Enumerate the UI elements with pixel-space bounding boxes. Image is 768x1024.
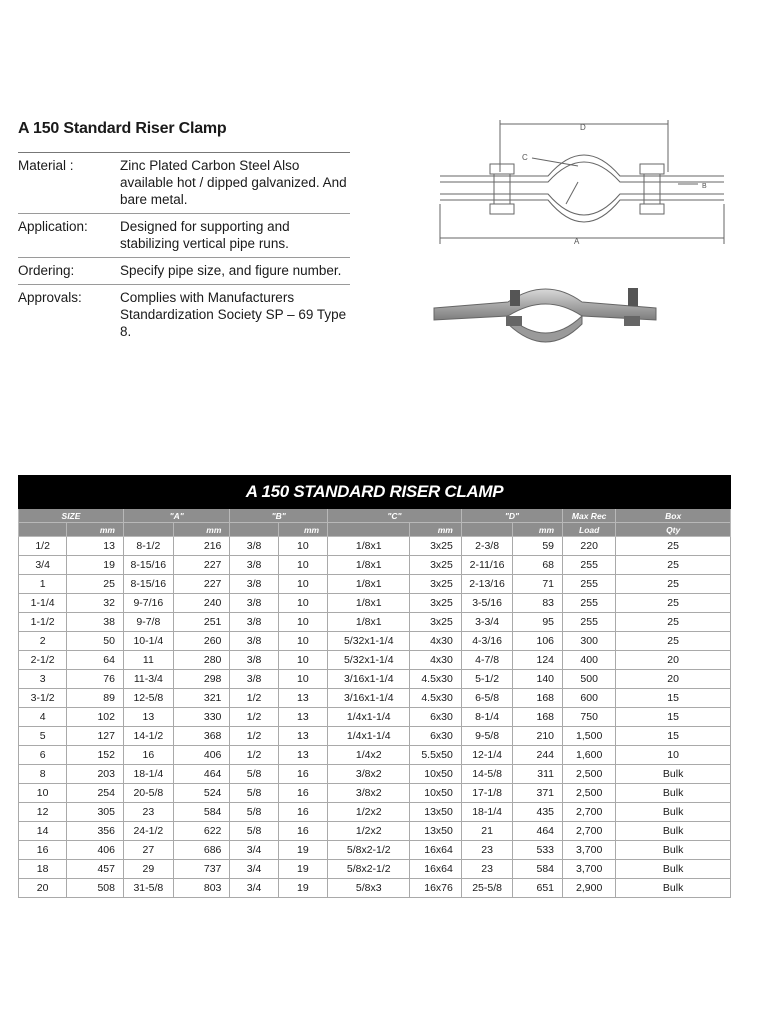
table-cell: 102 (67, 708, 124, 727)
table-cell: 216 (173, 537, 230, 556)
table-cell: 2-1/2 (19, 651, 67, 670)
spec-row-application (18, 214, 350, 258)
spec-row-approvals (18, 285, 350, 345)
table-cell: 3x25 (410, 594, 461, 613)
table-cell: 3 (19, 670, 67, 689)
table-cell: 305 (67, 803, 124, 822)
table-cell: 16 (123, 746, 173, 765)
table-cell: 1/2 (230, 727, 278, 746)
column-subheader (461, 523, 513, 537)
table-cell: 803 (173, 879, 230, 898)
table-cell: 127 (67, 727, 124, 746)
table-cell: 8 (19, 765, 67, 784)
table-cell: 8-15/16 (123, 556, 173, 575)
table-cell: 10 (19, 784, 67, 803)
table-cell: 16x64 (410, 860, 461, 879)
table-cell: 622 (173, 822, 230, 841)
spec-value: Designed for supporting and stabilizing vertical pipe runs. (120, 219, 290, 251)
column-subheader: mm (67, 523, 124, 537)
table-cell: 210 (513, 727, 563, 746)
table-cell: 524 (173, 784, 230, 803)
table-cell: 406 (173, 746, 230, 765)
table-cell: Bulk (616, 765, 731, 784)
table-cell: 5/8x3 (328, 879, 410, 898)
table-cell: 140 (513, 670, 563, 689)
table-cell: 2-13/16 (461, 575, 513, 594)
table-cell: 3/8 (230, 556, 278, 575)
table-cell: 25 (67, 575, 124, 594)
table-cell: 371 (513, 784, 563, 803)
table-cell: 20 (616, 651, 731, 670)
table-cell: 20-5/8 (123, 784, 173, 803)
table-cell: 750 (563, 708, 616, 727)
spec-row-ordering (18, 258, 350, 285)
table-cell: 10 (278, 575, 327, 594)
table-cell: 255 (563, 594, 616, 613)
table-cell: 17-1/8 (461, 784, 513, 803)
column-subheader: mm (173, 523, 230, 537)
table-cell: 356 (67, 822, 124, 841)
table-cell: 25 (616, 537, 731, 556)
table-cell: 10 (616, 746, 731, 765)
table-cell: 5/8 (230, 765, 278, 784)
column-header: "A" (123, 509, 229, 523)
table-cell: 500 (563, 670, 616, 689)
table-cell: 3/8x2 (328, 765, 410, 784)
table-cell: Bulk (616, 879, 731, 898)
table-cell: 19 (67, 556, 124, 575)
table-cell: 4-7/8 (461, 651, 513, 670)
table-cell: 3,700 (563, 860, 616, 879)
table-cell: 251 (173, 613, 230, 632)
table-cell: 5/8x2-1/2 (328, 841, 410, 860)
table-cell: 4 (19, 708, 67, 727)
table-cell: 1/2x2 (328, 822, 410, 841)
table-cell: 1/2 (19, 537, 67, 556)
table-cell: 23 (461, 841, 513, 860)
riser-clamp-dimension-diagram (428, 112, 738, 252)
table-cell: 10 (278, 670, 327, 689)
dimension-label-a: A (574, 237, 580, 246)
riser-clamp-photo (430, 280, 660, 350)
table-cell: 1/4x1-1/4 (328, 727, 410, 746)
table-cell: 5/8 (230, 803, 278, 822)
table-cell: 260 (173, 632, 230, 651)
table-cell: 3/8 (230, 670, 278, 689)
table-cell: 25 (616, 556, 731, 575)
table-cell: 2 (19, 632, 67, 651)
table-cell: 3/16x1-1/4 (328, 689, 410, 708)
table-cell: 10 (278, 632, 327, 651)
table-body (19, 537, 731, 898)
table-cell: 10 (278, 613, 327, 632)
table-cell: 8-1/2 (123, 537, 173, 556)
table-cell: Bulk (616, 822, 731, 841)
table-cell: 3/4 (230, 860, 278, 879)
table-cell: 464 (173, 765, 230, 784)
table-cell: 16x76 (410, 879, 461, 898)
table-cell: 5/8 (230, 822, 278, 841)
column-subheader: Load (563, 523, 616, 537)
table-row (19, 537, 731, 556)
table-cell: 6 (19, 746, 67, 765)
table-row (19, 803, 731, 822)
table-cell: 12-1/4 (461, 746, 513, 765)
column-subheader: mm (513, 523, 563, 537)
table-cell: 737 (173, 860, 230, 879)
table-cell: 23 (461, 860, 513, 879)
table-row (19, 784, 731, 803)
table-row (19, 860, 731, 879)
table-cell: 298 (173, 670, 230, 689)
spec-value: Specify pipe size, and figure number. (120, 263, 342, 278)
table-cell: 3/4 (230, 841, 278, 860)
table-cell: 25 (616, 613, 731, 632)
table-cell: 600 (563, 689, 616, 708)
table-cell: 300 (563, 632, 616, 651)
table-cell: 1/2 (230, 689, 278, 708)
table-cell: 1,600 (563, 746, 616, 765)
table-cell: 5/32x1-1/4 (328, 651, 410, 670)
table-cell: 168 (513, 708, 563, 727)
table-cell: Bulk (616, 841, 731, 860)
table-cell: 38 (67, 613, 124, 632)
table-cell: 124 (513, 651, 563, 670)
table-cell: 16 (278, 765, 327, 784)
table-cell: 29 (123, 860, 173, 879)
column-header: Max Rec (563, 509, 616, 523)
table-cell: 2,500 (563, 784, 616, 803)
table-row (19, 708, 731, 727)
table-cell: 1/8x1 (328, 613, 410, 632)
table-cell: 435 (513, 803, 563, 822)
table-cell: 15 (616, 689, 731, 708)
column-header: "C" (328, 509, 462, 523)
table-cell: 2,700 (563, 822, 616, 841)
table-cell: 3-3/4 (461, 613, 513, 632)
table-cell: 508 (67, 879, 124, 898)
table-cell: 3x25 (410, 537, 461, 556)
table-cell: 19 (278, 879, 327, 898)
table-row (19, 594, 731, 613)
table-cell: 5/8 (230, 784, 278, 803)
table-row (19, 841, 731, 860)
table-cell: 13 (278, 746, 327, 765)
table-cell: 13x50 (410, 803, 461, 822)
table-cell: 4.5x30 (410, 670, 461, 689)
table-row (19, 556, 731, 575)
table-cell: 3/8 (230, 613, 278, 632)
table-cell: 227 (173, 575, 230, 594)
table-cell: 13 (123, 708, 173, 727)
table-cell: Bulk (616, 803, 731, 822)
table-cell: 15 (616, 708, 731, 727)
table-cell: 16 (19, 841, 67, 860)
table-cell: 203 (67, 765, 124, 784)
table-cell: 1/2 (230, 746, 278, 765)
table-cell: 16x64 (410, 841, 461, 860)
table-cell: 464 (513, 822, 563, 841)
table-row (19, 879, 731, 898)
table-cell: 24-1/2 (123, 822, 173, 841)
table-cell: 71 (513, 575, 563, 594)
table-cell: 14-5/8 (461, 765, 513, 784)
spec-value: Complies with Manufacturers Standardization Society SP – 69 Type 8. (120, 290, 347, 339)
table-cell: 19 (278, 860, 327, 879)
table-cell: 3/8x2 (328, 784, 410, 803)
table-cell: 32 (67, 594, 124, 613)
table-cell: 255 (563, 575, 616, 594)
table-cell: 1/2x2 (328, 803, 410, 822)
table-cell: 18-1/4 (123, 765, 173, 784)
table-cell: 254 (67, 784, 124, 803)
spec-label: Material : (18, 158, 74, 173)
table-cell: 280 (173, 651, 230, 670)
table-cell: 406 (67, 841, 124, 860)
table-cell: 14 (19, 822, 67, 841)
table-cell: 1-1/2 (19, 613, 67, 632)
table-cell: 3/8 (230, 575, 278, 594)
table-cell: 244 (513, 746, 563, 765)
table-cell: 10x50 (410, 784, 461, 803)
product-title: A 150 Standard Riser Clamp (18, 120, 227, 137)
column-header: "B" (230, 509, 328, 523)
table-cell: 3/4 (19, 556, 67, 575)
table-cell: 13 (67, 537, 124, 556)
table-cell: 4x30 (410, 651, 461, 670)
table-cell: 11-3/4 (123, 670, 173, 689)
dimension-label-b: B (702, 183, 707, 190)
table-cell: 83 (513, 594, 563, 613)
table-cell: 2-11/16 (461, 556, 513, 575)
table-row (19, 746, 731, 765)
table-cell: 3/8 (230, 651, 278, 670)
table-cell: 2,900 (563, 879, 616, 898)
table-cell: 1/8x1 (328, 556, 410, 575)
table-cell: 25 (616, 632, 731, 651)
table-cell: 3/8 (230, 594, 278, 613)
table-cell: 220 (563, 537, 616, 556)
table-cell: 1/8x1 (328, 575, 410, 594)
table-cell: 50 (67, 632, 124, 651)
table-cell: 400 (563, 651, 616, 670)
table-cell: 651 (513, 879, 563, 898)
table-cell: 686 (173, 841, 230, 860)
table-header-row-bottom (19, 523, 731, 537)
table-cell: 5 (19, 727, 67, 746)
table-row (19, 727, 731, 746)
spec-label: Approvals: (18, 290, 82, 305)
table-cell: 68 (513, 556, 563, 575)
table-cell: 59 (513, 537, 563, 556)
table-cell: 106 (513, 632, 563, 651)
table-cell: 240 (173, 594, 230, 613)
column-subheader: mm (410, 523, 461, 537)
table-cell: 311 (513, 765, 563, 784)
spec-row-material (18, 153, 350, 214)
spec-label: Application: (18, 219, 88, 234)
table-row (19, 651, 731, 670)
column-subheader: mm (278, 523, 327, 537)
table-cell: 10-1/4 (123, 632, 173, 651)
table-cell: 8-1/4 (461, 708, 513, 727)
table-cell: 16 (278, 803, 327, 822)
table-cell: 321 (173, 689, 230, 708)
table-cell: 8-15/16 (123, 575, 173, 594)
table-cell: 5.5x50 (410, 746, 461, 765)
table-cell: 18-1/4 (461, 803, 513, 822)
table-cell: 3x25 (410, 575, 461, 594)
table-cell: 368 (173, 727, 230, 746)
column-subheader (19, 523, 67, 537)
table-row (19, 632, 731, 651)
table-row (19, 822, 731, 841)
table-row (19, 670, 731, 689)
table-cell: 3x25 (410, 613, 461, 632)
table-cell: 1-1/4 (19, 594, 67, 613)
table-cell: 25-5/8 (461, 879, 513, 898)
table-cell: 533 (513, 841, 563, 860)
table-cell: 255 (563, 556, 616, 575)
table-cell: 227 (173, 556, 230, 575)
table-cell: Bulk (616, 860, 731, 879)
table-cell: 89 (67, 689, 124, 708)
table-cell: 13 (278, 708, 327, 727)
table-cell: 14-1/2 (123, 727, 173, 746)
table-cell: 10 (278, 556, 327, 575)
table-cell: 20 (616, 670, 731, 689)
column-subheader (123, 523, 173, 537)
table-cell: 16 (278, 784, 327, 803)
table-cell: 5/32x1-1/4 (328, 632, 410, 651)
table-cell: 13 (278, 727, 327, 746)
table-cell: 1/4x1-1/4 (328, 708, 410, 727)
table-cell: 4x30 (410, 632, 461, 651)
column-header: SIZE (19, 509, 124, 523)
column-subheader (328, 523, 410, 537)
table-cell: 2-3/8 (461, 537, 513, 556)
table-cell: 6x30 (410, 708, 461, 727)
table-cell: 11 (123, 651, 173, 670)
table-cell: 23 (123, 803, 173, 822)
table-row (19, 613, 731, 632)
table-cell: 2,500 (563, 765, 616, 784)
table-cell: 457 (67, 860, 124, 879)
table-cell: 64 (67, 651, 124, 670)
table-cell: 31-5/8 (123, 879, 173, 898)
table-cell: 1/8x1 (328, 537, 410, 556)
table-cell: 18 (19, 860, 67, 879)
column-subheader (230, 523, 278, 537)
table-cell: Bulk (616, 784, 731, 803)
table-cell: 16 (278, 822, 327, 841)
table-cell: 25 (616, 575, 731, 594)
table-cell: 4.5x30 (410, 689, 461, 708)
table-cell: 152 (67, 746, 124, 765)
table-cell: 1/2 (230, 708, 278, 727)
spec-value: Zinc Plated Carbon Steel Also available hot / dipped galvanized. And bare metal. (120, 158, 347, 207)
table-cell: 13x50 (410, 822, 461, 841)
table-cell: 1/8x1 (328, 594, 410, 613)
table-cell: 3-5/16 (461, 594, 513, 613)
spec-list (18, 152, 350, 345)
table-cell: 168 (513, 689, 563, 708)
column-header: Box (616, 509, 731, 523)
table-cell: 3x25 (410, 556, 461, 575)
table-cell: 6-5/8 (461, 689, 513, 708)
table-cell: 4-3/16 (461, 632, 513, 651)
table-cell: 15 (616, 727, 731, 746)
table-cell: 1 (19, 575, 67, 594)
table-cell: 9-7/8 (123, 613, 173, 632)
table-cell: 10 (278, 594, 327, 613)
table-cell: 3/4 (230, 879, 278, 898)
spec-label: Ordering: (18, 263, 75, 278)
table-cell: 1,500 (563, 727, 616, 746)
riser-clamp-size-table (18, 475, 731, 898)
column-subheader: Qty (616, 523, 731, 537)
dimension-label-d: D (580, 123, 586, 132)
table-cell: 3,700 (563, 841, 616, 860)
table-cell: 6x30 (410, 727, 461, 746)
table-cell: 3/16x1-1/4 (328, 670, 410, 689)
column-header: "D" (461, 509, 562, 523)
table-cell: 9-5/8 (461, 727, 513, 746)
table-cell: 76 (67, 670, 124, 689)
table-cell: 255 (563, 613, 616, 632)
table-cell: 3-1/2 (19, 689, 67, 708)
table-row (19, 575, 731, 594)
table-cell: 9-7/16 (123, 594, 173, 613)
table-row (19, 689, 731, 708)
table-cell: 13 (278, 689, 327, 708)
table-cell: 10 (278, 537, 327, 556)
table-cell: 20 (19, 879, 67, 898)
table-cell: 25 (616, 594, 731, 613)
dimension-label-c: C (522, 153, 528, 162)
table-cell: 5-1/2 (461, 670, 513, 689)
table-cell: 584 (513, 860, 563, 879)
table-cell: 10 (278, 651, 327, 670)
table-header-row-top (19, 509, 731, 523)
table-cell: 12 (19, 803, 67, 822)
table-cell: 584 (173, 803, 230, 822)
table-cell: 3/8 (230, 632, 278, 651)
table-row (19, 765, 731, 784)
table-cell: 19 (278, 841, 327, 860)
table-cell: 330 (173, 708, 230, 727)
table-cell: 2,700 (563, 803, 616, 822)
table-cell: 27 (123, 841, 173, 860)
table-cell: 95 (513, 613, 563, 632)
table-cell: 12-5/8 (123, 689, 173, 708)
table-cell: 1/4x2 (328, 746, 410, 765)
table-title: A 150 STANDARD RISER CLAMP (19, 476, 731, 509)
table-cell: 10x50 (410, 765, 461, 784)
table-cell: 21 (461, 822, 513, 841)
table-cell: 5/8x2-1/2 (328, 860, 410, 879)
table-cell: 3/8 (230, 537, 278, 556)
